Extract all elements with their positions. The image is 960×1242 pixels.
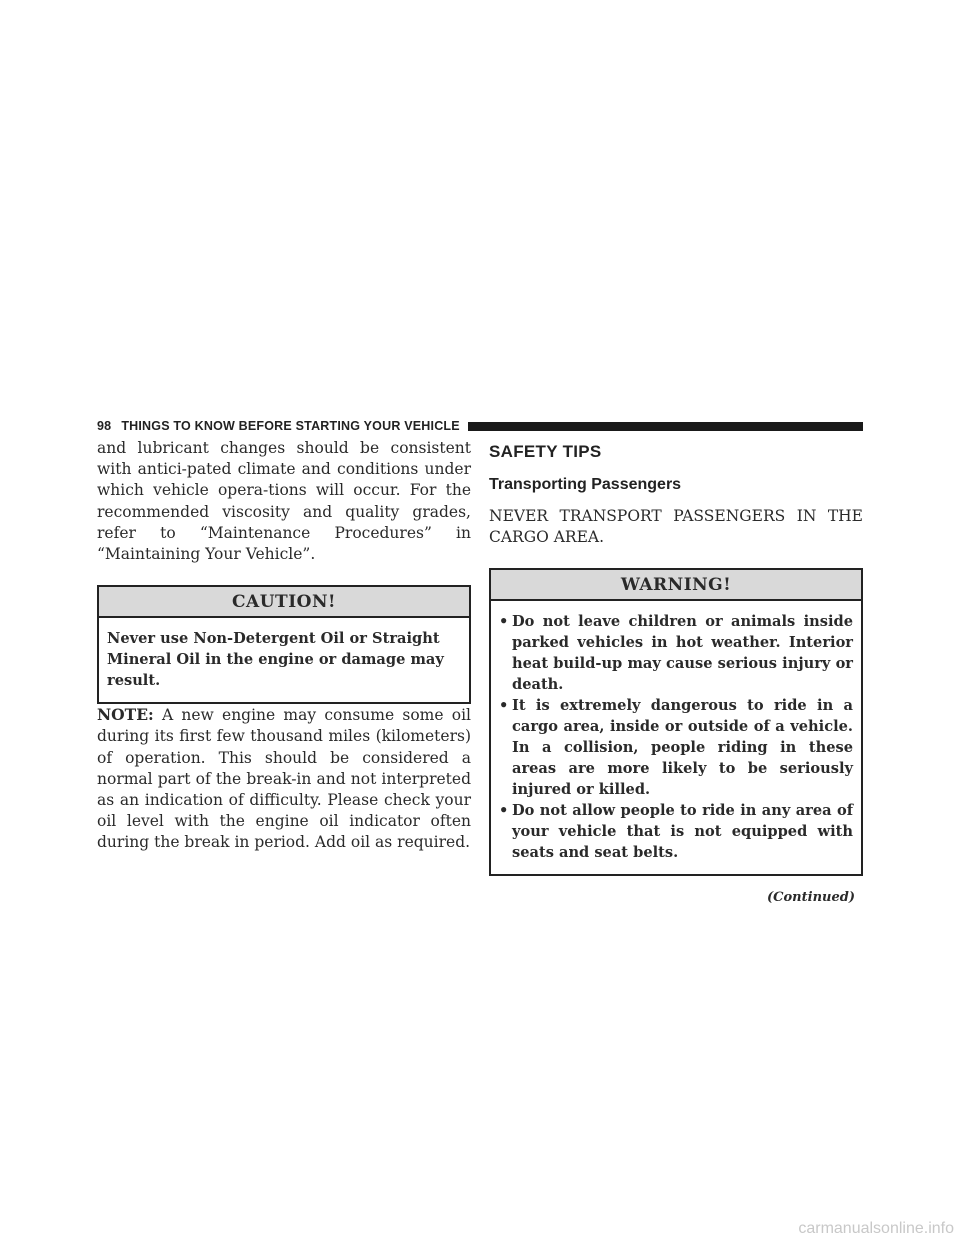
caution-title: CAUTION! — [99, 587, 469, 618]
subsection-title: Transporting Passengers — [489, 476, 682, 493]
warning-list — [499, 611, 853, 863]
warning-title: WARNING! — [491, 570, 861, 601]
header-rule — [468, 422, 863, 431]
bullet-icon: • — [499, 697, 509, 715]
intro-paragraph: and lubricant changes should be consistent with antici-pated climate and conditions under which vehicle opera-tions will occur. For the recommended viscosity and quality grades, refer to “Maintenance Procedures” in “Maintaining Your Vehicle”. — [97, 439, 471, 564]
warning-item: • It is extremely dangerous to ride in a cargo area, inside or outside of a vehicle. In a collision, people riding in these areas are more likely to be seriously injured or killed. — [499, 697, 853, 799]
right-column — [489, 438, 863, 905]
note-text: A new engine may consume some oil during its first few thousand miles (kilometers) of operation. This should be considered a normal part of the break-in and not interpreted as an indication of difficulty. Please check your oil level with the engine oil indicator often during the break in period. Add oil as required. — [97, 706, 471, 852]
bullet-icon: • — [499, 613, 509, 631]
caution-text: Never use Non-Detergent Oil or Straight Mineral Oil in the engine or damage may result. — [107, 630, 444, 690]
page-header — [97, 418, 863, 434]
caution-box — [97, 585, 471, 704]
note-paragraph — [97, 704, 471, 853]
note-label: NOTE: — [97, 705, 154, 725]
warning-item: • Do not allow people to ride in any area of your vehicle that is not equipped with seats and seat belts. — [499, 802, 853, 862]
warning-box — [489, 568, 863, 876]
page-number: 98 — [97, 419, 112, 433]
continued-label: (Continued) — [767, 890, 855, 906]
bullet-icon: • — [499, 802, 509, 820]
warning-item: • Do not leave children or animals inside parked vehicles in hot weather. Interior heat build-up may cause serious injury or death. — [499, 613, 853, 694]
section-title: SAFETY TIPS — [489, 442, 602, 461]
running-head: THINGS TO KNOW BEFORE STARTING YOUR VEHICLE — [121, 419, 460, 433]
left-column — [97, 438, 471, 854]
watermark-text: carmanualsonline.info — [798, 1220, 954, 1237]
cargo-paragraph: NEVER TRANSPORT PASSENGERS IN THE CARGO AREA. — [489, 507, 863, 547]
